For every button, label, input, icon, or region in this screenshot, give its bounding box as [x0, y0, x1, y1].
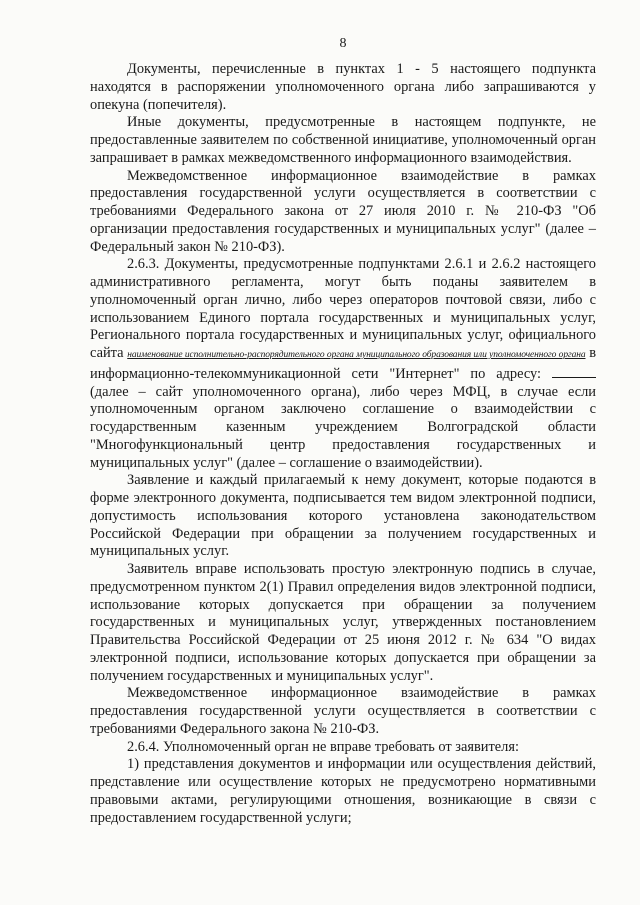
paragraph-documents-in-possession: Документы, перечисленные в пунктах 1 - 5 настоящего подпункта находятся в распоряжении уполномоченного органа либо запрашиваются у опекуна (попечителя). [90, 61, 596, 113]
paragraph-electronic-signature: Заявление и каждый прилагаемый к нему документ, которые подаются в форме электронного документа, подписывается тем видом электронной подписи, допустимость использования которого установлена законодательством Российской Федерации при обращении за получением государственных и муниципальных услуг. [90, 472, 596, 560]
paragraph-2-6-4-item-1: 1) представления документов и информации или осуществления действий, представление или осуществление которых не предусмотрено нормативными правовыми актами, регулирующими отношения, возникающие в связи с предоставлением государственной услуги; [90, 756, 596, 826]
page-number: 8 [339, 36, 347, 51]
site-address-blank [552, 365, 596, 378]
paragraph-2-6-3 [90, 256, 596, 472]
paragraph-other-documents: Иные документы, предусмотренные в настоящем подпункте, не предоставленные заявителем по собственной инициативе, уполномоченный орган запрашивает в рамках межведомственного информационного взаимодействия. [90, 114, 596, 166]
paragraph-interagency-interaction: Межведомственное информационное взаимодействие в рамках предоставления государственной услуги осуществляется в соответствии с требованиями Федерального закона от 27 июля 2010 г. № 210-ФЗ "Об организации предоставления государственных и муниципальных услуг" (далее – Федеральный закон № 210-ФЗ). [90, 167, 596, 255]
document-body [90, 61, 596, 827]
paragraph-interagency-210fz: Межведомственное информационное взаимодействие в рамках предоставления государственной услуги осуществляется в соответствии с требованиями Федерального закона № 210-ФЗ. [90, 685, 596, 737]
official-site-name-placeholder: наименование исполнительно-распорядительного органа муниципального образования или уполномоченного органа [127, 350, 586, 360]
paragraph-2-6-4: 2.6.4. Уполномоченный орган не вправе требовать от заявителя: [127, 738, 519, 755]
paragraph-2-6-3-part3: (далее – сайт уполномоченного органа), либо через МФЦ, в случае если уполномоченным органом заключено соглашение о взаимодействии с государственным казенным учреждением Волгоградской области "Многофункциональный центр предоставления государственных и муниципальных услуг" (далее – соглашение о взаимодействии). [90, 383, 596, 471]
paragraph-2-6-3-part1: 2.6.3. Документы, предусмотренные подпунктами 2.6.1 и 2.6.2 настоящего административного регламента, могут быть поданы заявителем в уполномоченный орган лично, либо через операторов почтовой связи, либо с использованием Единого портала государственных и муниципальных услуг, Регионального портала государственных и муниципальных услуг, официального сайта [90, 256, 596, 361]
paragraph-simple-signature: Заявитель вправе использовать простую электронную подпись в случае, предусмотренном пунктом 2(1) Правил определения видов электронной подписи, использование которых допускается при обращении за получением государственных и муниципальных услуг, утвержденных постановлением Правительства Российской Федерации от 25 июня 2012 г. № 634 "О видах электронной подписи, использование которых допускается при обращении за получением государственных и муниципальных услуг". [90, 561, 596, 684]
paragraph-2-6-3-part2: в информационно-телекоммуникационной сети "Интернет" по адресу: [90, 345, 596, 382]
